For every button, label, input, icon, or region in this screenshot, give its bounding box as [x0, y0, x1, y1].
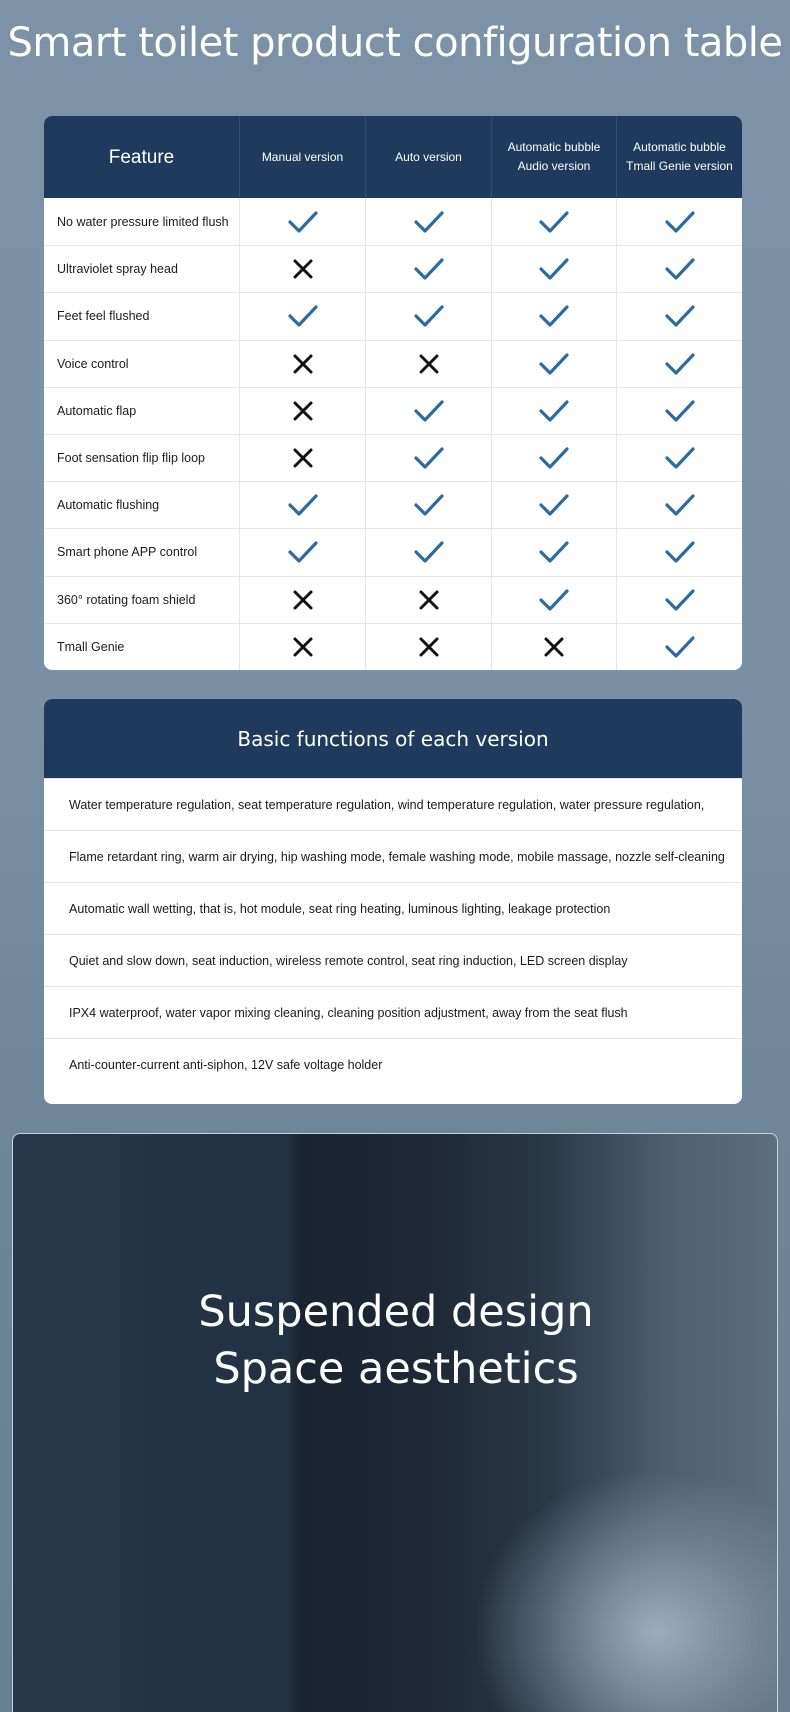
table-row [44, 528, 742, 575]
header-feature: Feature [44, 116, 240, 198]
check-icon [492, 198, 617, 245]
feature-name: Foot sensation flip flip loop [44, 435, 240, 481]
check-icon [240, 482, 366, 528]
feature-name: Tmall Genie [44, 624, 240, 670]
hero-banner [12, 1133, 778, 1712]
check-icon [492, 435, 617, 481]
table-row [44, 340, 742, 387]
check-icon [492, 293, 617, 339]
check-icon [492, 341, 617, 387]
table-row [44, 576, 742, 623]
check-icon [617, 529, 742, 575]
configuration-table [44, 116, 742, 670]
check-icon [617, 341, 742, 387]
functions-title: Basic functions of each version [44, 699, 742, 778]
cross-icon [240, 388, 366, 434]
check-icon [240, 529, 366, 575]
table-body [44, 198, 742, 670]
feature-name: Ultraviolet spray head [44, 246, 240, 292]
function-item: Flame retardant ring, warm air drying, hip washing mode, female washing mode, mobile massage, nozzle self-cleaning [44, 830, 742, 882]
check-icon [492, 246, 617, 292]
cross-icon [366, 341, 492, 387]
cross-icon [366, 577, 492, 623]
check-icon [617, 293, 742, 339]
feature-name: No water pressure limited flush [44, 198, 240, 245]
cross-icon [240, 624, 366, 670]
hero-slogan [13, 1284, 778, 1398]
check-icon [617, 435, 742, 481]
check-icon [617, 246, 742, 292]
check-icon [366, 482, 492, 528]
cross-icon [240, 341, 366, 387]
check-icon [366, 246, 492, 292]
check-icon [240, 198, 366, 245]
function-item: Quiet and slow down, seat induction, wireless remote control, seat ring induction, LED screen display [44, 934, 742, 986]
feature-name: Smart phone APP control [44, 529, 240, 575]
table-row [44, 245, 742, 292]
hero-light-glow [477, 1472, 778, 1712]
function-item: Automatic wall wetting, that is, hot module, seat ring heating, luminous lighting, leakage protection [44, 882, 742, 934]
cross-icon [240, 577, 366, 623]
header-auto-version: Auto version [366, 116, 492, 198]
function-item: Water temperature regulation, seat temperature regulation, wind temperature regulation, water pressure regulation, [44, 778, 742, 830]
hero-line-2: Space aesthetics [213, 1344, 579, 1394]
table-row [44, 434, 742, 481]
header-bubble-tmall-version: Automatic bubble Tmall Genie version [626, 140, 733, 173]
table-header [44, 116, 742, 198]
check-icon [492, 529, 617, 575]
header-manual-version: Manual version [240, 116, 366, 198]
check-icon [492, 388, 617, 434]
function-item: Anti-counter-current anti-siphon, 12V safe voltage holder [44, 1038, 742, 1090]
check-icon [617, 624, 742, 670]
table-row [44, 292, 742, 339]
check-icon [492, 577, 617, 623]
table-row [44, 387, 742, 434]
cross-icon [240, 435, 366, 481]
check-icon [366, 529, 492, 575]
check-icon [617, 482, 742, 528]
table-row [44, 198, 742, 245]
feature-name: 360° rotating foam shield [44, 577, 240, 623]
table-row [44, 623, 742, 670]
basic-functions-panel [44, 699, 742, 1104]
check-icon [366, 435, 492, 481]
check-icon [492, 482, 617, 528]
check-icon [366, 388, 492, 434]
hero-line-1: Suspended design [198, 1287, 594, 1337]
check-icon [617, 198, 742, 245]
check-icon [366, 293, 492, 339]
feature-name: Feet feel flushed [44, 293, 240, 339]
check-icon [617, 577, 742, 623]
check-icon [366, 198, 492, 245]
cross-icon [240, 246, 366, 292]
cross-icon [366, 624, 492, 670]
feature-name: Automatic flushing [44, 482, 240, 528]
page-title: Smart toilet product configuration table [7, 20, 783, 66]
function-item: IPX4 waterproof, water vapor mixing cleaning, cleaning position adjustment, away from the seat flush [44, 986, 742, 1038]
header-bubble-audio-version: Automatic bubble Audio version [492, 116, 617, 198]
check-icon [240, 293, 366, 339]
feature-name: Automatic flap [44, 388, 240, 434]
feature-name: Voice control [44, 341, 240, 387]
cross-icon [492, 624, 617, 670]
check-icon [617, 388, 742, 434]
table-row [44, 481, 742, 528]
